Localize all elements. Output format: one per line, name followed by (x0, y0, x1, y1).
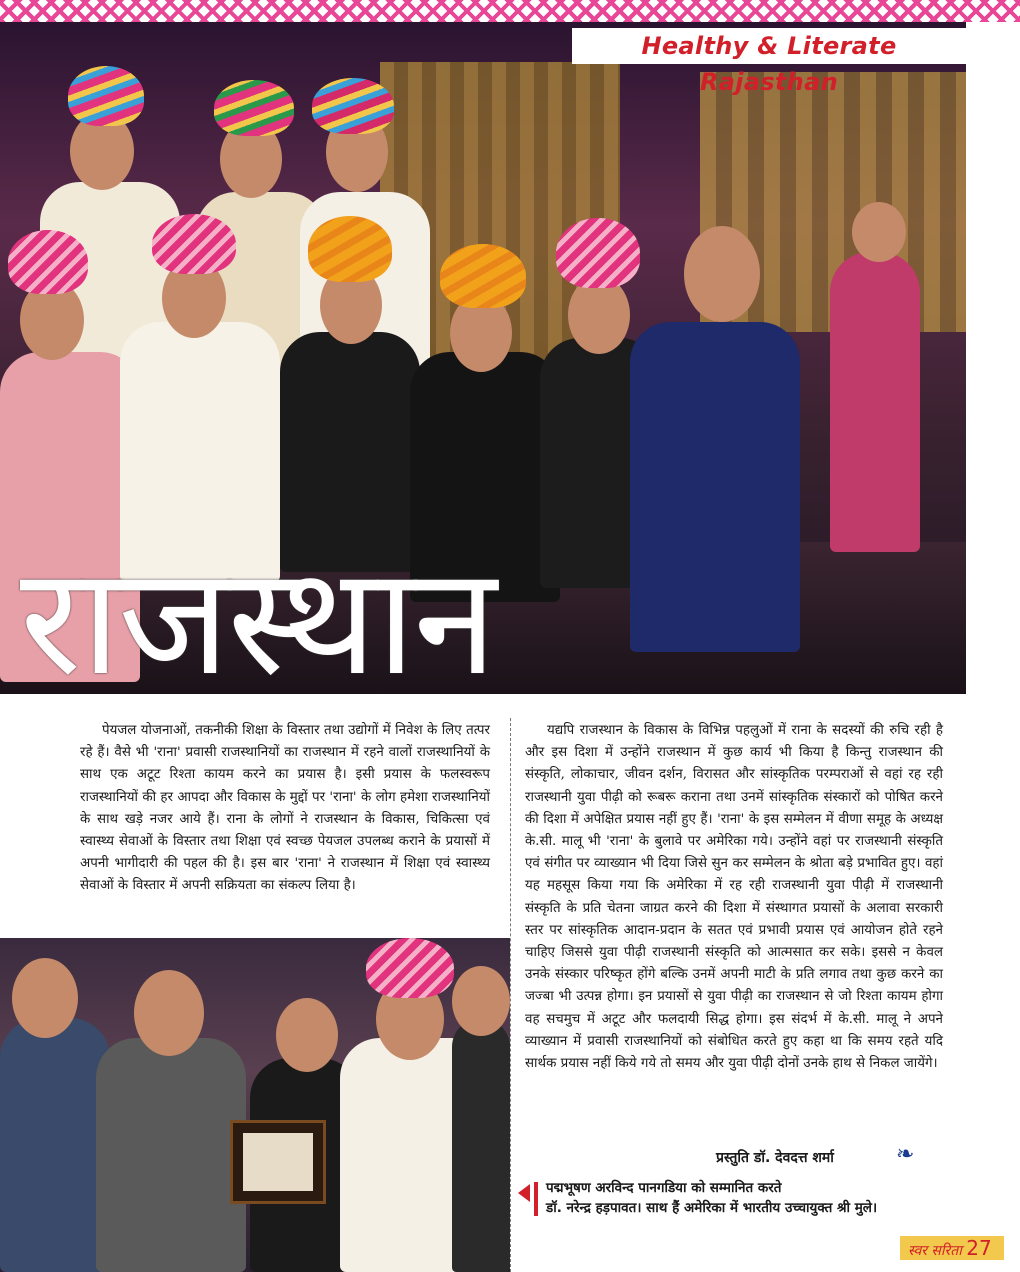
turban (308, 216, 392, 282)
turban (366, 938, 454, 998)
caption-line-1: पद्मभूषण अरविन्द पानगडिया को सम्मानित करते (546, 1180, 782, 1196)
person-figure (452, 1018, 510, 1272)
page-number: 27 (966, 1236, 992, 1260)
banner-title: Healthy & Literate Rajasthan (572, 28, 966, 64)
headline-word: राजस्थान (20, 535, 495, 694)
turban (8, 230, 88, 294)
person-head (134, 970, 204, 1056)
plaque-face (243, 1133, 313, 1191)
photo-caption (520, 1178, 966, 1218)
column-divider (510, 718, 512, 1272)
decorative-top-border (0, 0, 1020, 22)
award-plaque (230, 1120, 326, 1204)
right-margin (966, 22, 1020, 1272)
page-footer (900, 1236, 1004, 1260)
dancer-figure (830, 252, 920, 552)
caption-line-2: डॉ. नरेन्द्र हड़पावत। साथ हैं अमेरिका में भारतीय उच्चायुक्त श्री मुले। (546, 1200, 878, 1216)
article-paragraph: पेयजल योजनाओं, तकनीकी शिक्षा के विस्तार तथा उद्योगों में निवेश के लिए तत्पर रहे हैं। वैसे भी 'राना' प्रवासी राजस्थानियों का राजस्थान में रहने वालों राजस्थानियों के साथ एक अटूट रिश्ता कायम करने का प्रयास है। इसी प्रयास के फलस्वरूप राजस्थानियों की हर आपदा और विकास के मुद्दों पर 'राना' के लोग हमेशा राजस्थानियों के साथ खड़े नजर आये हैं। राना के लोगों ने राजस्थान के विकास, चिकित्सा एवं स्वास्थ्य सेवाओं के विस्तार तथा शिक्षा एवं स्वच्छ पेयजल उपलब्ध कराने के प्रयासों में अपनी भागीदारी की पहल की है। इस बार 'राना' ने राजस्थान में शिक्षा एवं स्वास्थ्य सेवाओं के विस्तार में अपनी सक्रियता का संकल्प लिया है। (80, 723, 490, 894)
person-head (684, 226, 760, 322)
turban (440, 244, 526, 308)
turban (214, 80, 294, 136)
turban (556, 218, 640, 288)
article-column-right (525, 720, 943, 1075)
hero-photo (0, 22, 966, 694)
magazine-name: स्वर सरिता (908, 1243, 962, 1259)
person-head (452, 966, 510, 1036)
award-photo (0, 938, 510, 1272)
article-column-left (80, 720, 490, 898)
person-head (12, 958, 78, 1038)
person-head (852, 202, 906, 262)
author-credit: प्रस्तुति डॉ. देवदत्त शर्मा (716, 1150, 834, 1166)
article-paragraph: यद्यपि राजस्थान के विकास के विभिन्न पहलुओं में राना के सदस्यों की रुचि रही है और इस दिशा में उन्होंने राजस्थान में कुछ कार्य भी किया है किन्तु राजस्थान की संस्कृति, लोकाचार, जीवन दर्शन, विरासत और सांस्कृतिक परम्पराओं से वहां रह रही राजस्थानी युवा पीढ़ी को रूबरू कराना तथा उनमें सांस्कृतिक संस्कारों को पोषित करने की दिशा में अपेक्षित प्रयास नहीं हुए हैं। 'राना' के इस सम्मेलन में वीणा समूह के अध्यक्ष के.सी. मालू भी 'राना' के बुलावे पर अमेरिका गये। उन्होंने वहां पर राजस्थानी संस्कृति एवं संगीत पर व्याख्यान भी दिया जिसे सुन कर सम्मेलन के श्रोता बड़े प्रभावित हुए। वहां यह महसूस किया गया कि अमेरिका में रह रही राजस्थानी युवा पीढ़ी में राजस्थानी संस्कृति के प्रति चेतना जाग्रत करने की दिशा में संस्थागत प्रयासों के अलावा सरकारी स्तर पर सांस्कृतिक आदान-प्रदान के सतत एवं प्रभावी प्रयास एवं आयोजन होते रहने चाहिए जिससे युवा पीढ़ी राजस्थानी संस्कृति को आत्मसात कर सके। इससे न केवल उनके संस्कार परिष्कृत होंगे बल्कि उनमें अपनी माटी के प्रति लगाव तथा कुछ करने का जज्बा भी उत्पन्न होगा। इन प्रयासों से युवा पीढ़ी का राजस्थान से जो रिश्ता कायम होगा वह सचमुच में अटूट और फलदायी सिद्ध होगा। इस संदर्भ में के.सी. मालू ने अपने व्याख्यान में प्रवासी राजस्थानियों को संबोधित करते हुए कहा था कि समय रहते यदि सार्थक प्रयास नहीं किये गये तो समय और युवा पीढ़ी दोनों उनके हाथ से निकल जायेंगे। (525, 723, 943, 1072)
signature-icon: ❧ (896, 1142, 915, 1167)
person-head (276, 998, 338, 1072)
person-figure (96, 1038, 246, 1272)
person-figure (0, 1018, 110, 1272)
turban (312, 78, 394, 134)
turban (68, 66, 144, 126)
turban (152, 214, 236, 274)
